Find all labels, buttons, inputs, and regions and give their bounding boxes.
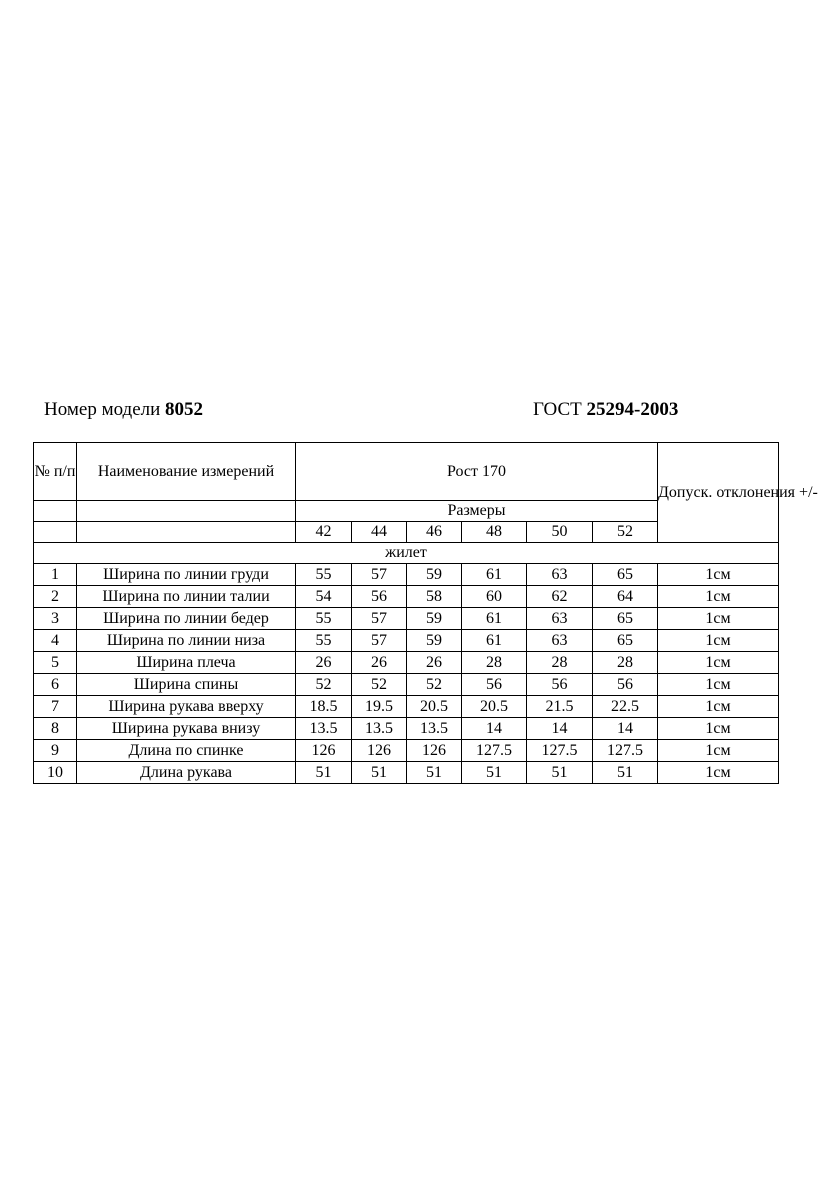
measurement-value: 57 — [352, 630, 407, 652]
table-row — [34, 564, 779, 586]
measurement-value: 61 — [462, 608, 527, 630]
measurement-value: 18.5 — [296, 696, 352, 718]
size-44: 44 — [352, 522, 407, 543]
tolerance-value: 1см — [658, 564, 779, 586]
tolerance-value: 1см — [658, 762, 779, 784]
measurement-name: Ширина по линии талии — [77, 586, 296, 608]
measurement-value: 59 — [407, 564, 462, 586]
tolerance-value: 1см — [658, 586, 779, 608]
measurement-value: 28 — [593, 652, 658, 674]
measurement-value: 51 — [593, 762, 658, 784]
measurement-name: Ширина по линии бедер — [77, 608, 296, 630]
empty-cell — [34, 522, 77, 543]
section-row — [34, 543, 779, 564]
measurement-value: 13.5 — [407, 718, 462, 740]
measurement-value: 52 — [296, 674, 352, 696]
measurement-value: 61 — [462, 630, 527, 652]
measurement-value: 55 — [296, 630, 352, 652]
table-row — [34, 696, 779, 718]
row-number: 8 — [34, 718, 77, 740]
measurement-value: 63 — [527, 608, 593, 630]
measurement-value: 26 — [296, 652, 352, 674]
table-row — [34, 586, 779, 608]
size-50: 50 — [527, 522, 593, 543]
tolerance-value: 1см — [658, 696, 779, 718]
measurement-value: 55 — [296, 564, 352, 586]
measurement-name: Ширина по линии груди — [77, 564, 296, 586]
measurement-value: 56 — [462, 674, 527, 696]
measurement-value: 127.5 — [462, 740, 527, 762]
table-row — [34, 740, 779, 762]
measurement-table — [33, 442, 818, 784]
measurement-value: 126 — [352, 740, 407, 762]
row-number: 3 — [34, 608, 77, 630]
measurement-value: 126 — [296, 740, 352, 762]
model-number: 8052 — [165, 399, 204, 420]
table-row — [34, 608, 779, 630]
empty-cell — [34, 501, 77, 522]
gost-label: ГОСТ — [533, 399, 582, 420]
measurement-value: 51 — [407, 762, 462, 784]
measurement-name: Ширина спины — [77, 674, 296, 696]
size-52: 52 — [593, 522, 658, 543]
measurement-value: 59 — [407, 608, 462, 630]
measurement-value: 26 — [352, 652, 407, 674]
measurement-value: 65 — [593, 608, 658, 630]
measurement-name: Ширина рукава вверху — [77, 696, 296, 718]
measurement-value: 20.5 — [407, 696, 462, 718]
tolerance-value: 1см — [658, 630, 779, 652]
measurement-value: 59 — [407, 630, 462, 652]
measurement-value: 54 — [296, 586, 352, 608]
measurement-value: 64 — [593, 586, 658, 608]
size-46: 46 — [407, 522, 462, 543]
table-row — [34, 674, 779, 696]
measurement-value: 127.5 — [527, 740, 593, 762]
row-number: 1 — [34, 564, 77, 586]
row-number: 6 — [34, 674, 77, 696]
table-row — [34, 718, 779, 740]
measurement-name: Длина по спинке — [77, 740, 296, 762]
measurement-value: 56 — [352, 586, 407, 608]
measurement-value: 60 — [462, 586, 527, 608]
table-row — [34, 762, 779, 784]
measurement-value: 21.5 — [527, 696, 593, 718]
tolerance-value: 1см — [658, 674, 779, 696]
measurement-value: 51 — [527, 762, 593, 784]
measurement-value: 20.5 — [462, 696, 527, 718]
measurement-value: 51 — [296, 762, 352, 784]
measurement-value: 28 — [527, 652, 593, 674]
row-number: 2 — [34, 586, 77, 608]
measurement-value: 26 — [407, 652, 462, 674]
row-number: 5 — [34, 652, 77, 674]
measurement-name: Ширина по линии низа — [77, 630, 296, 652]
measurement-value: 58 — [407, 586, 462, 608]
measurement-value: 65 — [593, 630, 658, 652]
measurement-value: 126 — [407, 740, 462, 762]
tolerance-value: 1см — [658, 652, 779, 674]
tolerance-value: 1см — [658, 740, 779, 762]
height-header: Рост 170 — [296, 443, 658, 501]
col-name-header: Наименование измерений — [77, 443, 296, 501]
measurement-value: 52 — [407, 674, 462, 696]
measurement-value: 63 — [527, 564, 593, 586]
measurement-value: 61 — [462, 564, 527, 586]
model-label: Номер модели — [44, 399, 161, 420]
measurement-value: 14 — [527, 718, 593, 740]
model-number-line — [44, 398, 203, 422]
measurement-name: Ширина плеча — [77, 652, 296, 674]
empty-cell — [77, 501, 296, 522]
table-row — [34, 630, 779, 652]
measurement-value: 51 — [352, 762, 407, 784]
row-number: 4 — [34, 630, 77, 652]
sizes-header: Размеры — [296, 501, 658, 522]
measurement-value: 14 — [593, 718, 658, 740]
col-number-header: № п/п — [34, 443, 77, 501]
measurement-name: Ширина рукава внизу — [77, 718, 296, 740]
measurement-value: 65 — [593, 564, 658, 586]
measurement-name: Длина рукава — [77, 762, 296, 784]
measurement-value: 28 — [462, 652, 527, 674]
measurement-value: 13.5 — [296, 718, 352, 740]
empty-cell — [77, 522, 296, 543]
measurement-value: 57 — [352, 564, 407, 586]
gost-number: 25294-2003 — [586, 399, 679, 420]
table-header-row — [34, 443, 779, 501]
measurement-value: 22.5 — [593, 696, 658, 718]
tolerance-value: 1см — [658, 718, 779, 740]
measurement-value: 56 — [593, 674, 658, 696]
measurement-value: 14 — [462, 718, 527, 740]
tolerance-header: Допуск. отклонения +/- — [658, 443, 779, 543]
gost-line — [533, 398, 678, 422]
size-42: 42 — [296, 522, 352, 543]
measurement-value: 19.5 — [352, 696, 407, 718]
measurement-value: 13.5 — [352, 718, 407, 740]
measurement-value: 57 — [352, 608, 407, 630]
measurement-value: 63 — [527, 630, 593, 652]
row-number: 9 — [34, 740, 77, 762]
measurement-value: 62 — [527, 586, 593, 608]
section-label: жилет — [34, 543, 779, 564]
measurement-value: 52 — [352, 674, 407, 696]
measurement-value: 51 — [462, 762, 527, 784]
measurement-value: 127.5 — [593, 740, 658, 762]
table-row — [34, 652, 779, 674]
row-number: 10 — [34, 762, 77, 784]
row-number: 7 — [34, 696, 77, 718]
size-48: 48 — [462, 522, 527, 543]
measurement-value: 55 — [296, 608, 352, 630]
measurement-value: 56 — [527, 674, 593, 696]
tolerance-value: 1см — [658, 608, 779, 630]
